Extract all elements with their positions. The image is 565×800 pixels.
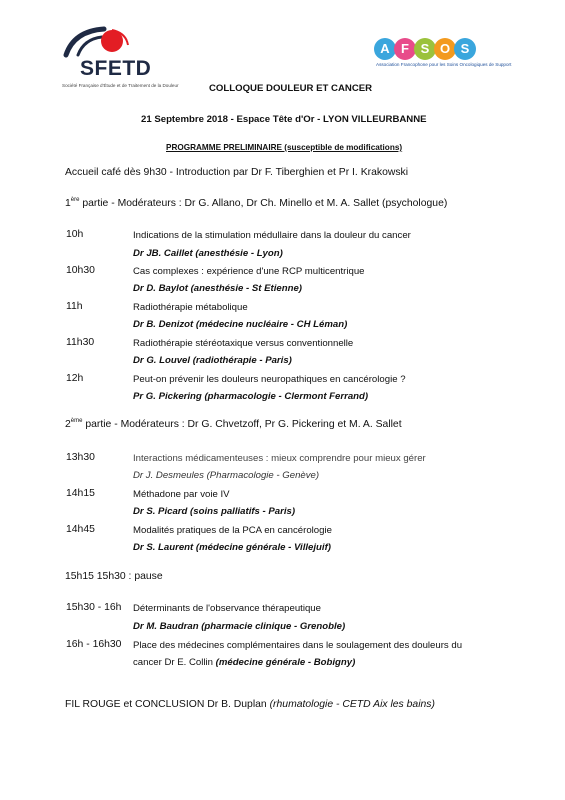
session-title: Radiothérapie métabolique: [133, 302, 248, 313]
date-place: 21 Septembre 2018 - Espace Tête d'Or - LYON VILLEURBANNE: [141, 114, 427, 125]
welcome-line: Accueil café dès 9h30 - Introduction par Dr F. Tiberghien et Pr I. Krakowski: [65, 167, 409, 178]
session-speaker: Dr G. Louvel (radiothérapie - Paris): [133, 355, 292, 366]
session-speaker: Dr D. Baylot (anesthésie - St Etienne): [133, 283, 302, 294]
sfetd-logo: [56, 25, 179, 89]
session-speaker: Pr G. Pickering (pharmacologie - Clermont Ferrand): [133, 391, 369, 402]
afsos-subtitle: Association Francophone pour les Soins Oncologiques de Support: [376, 62, 512, 67]
session-title: Indications de la stimulation médullaire dans la douleur du cancer: [133, 230, 411, 241]
session-time: 12h: [66, 373, 84, 384]
session-time: 16h - 16h30: [66, 639, 122, 650]
sfetd-wordmark: SFETD: [80, 57, 152, 80]
session-title: Cas complexes : expérience d'une RCP multicentrique: [133, 266, 365, 277]
session-time: 10h: [66, 229, 84, 240]
session-title: Méthadone par voie IV: [133, 489, 230, 500]
closing-speaker: FIL ROUGE et CONCLUSION Dr B. Duplan: [65, 699, 270, 710]
afsos-letter: S: [454, 38, 476, 60]
session-time: 11h: [66, 301, 83, 312]
session-title: Radiothérapie stéréotaxique versus conventionnelle: [133, 338, 354, 349]
session-time: 14h15: [66, 488, 95, 499]
afsos-letter: F: [394, 38, 416, 60]
part2-moderators: partie - Modérateurs : Dr G. Chvetzoff, Pr G. Pickering et M. A. Sallet: [82, 419, 402, 430]
closing-affiliation: (rhumatologie - CETD Aix les bains): [269, 699, 435, 710]
session-time: 10h30: [66, 265, 95, 276]
session-speaker: cancer Dr E. Collin: [133, 657, 216, 668]
session-time: 13h30: [66, 452, 95, 463]
session-title: Place des médecines complémentaires dans le soulagement des douleurs du: [133, 640, 463, 651]
programme-subtitle: PROGRAMME PRELIMINAIRE (susceptible de modifications): [166, 143, 403, 152]
session-speaker-affiliation: (médecine générale - Bobigny): [215, 657, 356, 668]
closing-line: [65, 699, 435, 710]
part2-sup: ème: [70, 418, 83, 424]
sfetd-swirl-icon: [56, 25, 156, 59]
pause-line: 15h15 15h30 : pause: [65, 571, 163, 582]
afsos-logo: [374, 38, 512, 72]
afsos-letter: O: [434, 38, 456, 60]
page-title: COLLOQUE DOULEUR ET CANCER: [209, 83, 373, 94]
session-title: Peut-on prévenir les douleurs neuropathiques en cancérologie ?: [133, 374, 406, 385]
session-time: 11h30: [66, 337, 95, 348]
afsos-letter: A: [374, 38, 396, 60]
part2-num: 2: [65, 419, 71, 430]
part1-num: 1: [65, 198, 71, 209]
session-speaker: Dr M. Baudran (pharmacie clinique - Grenoble): [133, 621, 346, 632]
part1-sup: ère: [70, 197, 80, 203]
session-title: Modalités pratiques de la PCA en cancérologie: [133, 525, 332, 536]
session-time: 15h30 - 16h: [66, 602, 122, 613]
part1-moderators: partie - Modérateurs : Dr G. Allano, Dr Ch. Minello et M. A. Sallet (psychologue): [79, 198, 448, 209]
afsos-letter: S: [414, 38, 436, 60]
session-speaker: Dr B. Denizot (médecine nucléaire - CH Léman): [133, 319, 348, 330]
session-speaker: Dr S. Laurent (médecine générale - Villejuif): [133, 542, 331, 553]
session-speaker: Dr S. Picard (soins palliatifs - Paris): [133, 506, 296, 517]
session-time: 14h45: [66, 524, 95, 535]
session-speaker: Dr J. Desmeules (Pharmacologie - Genève): [133, 470, 320, 481]
sfetd-subtitle: Société Française d'Étude et de Traitement de la Douleur: [62, 83, 179, 88]
session-title: Interactions médicamenteuses : mieux comprendre pour mieux gérer: [133, 453, 426, 464]
session-speaker: Dr JB. Caillet (anesthésie - Lyon): [133, 248, 283, 259]
part1-heading: [65, 197, 447, 209]
part2-heading: [65, 418, 402, 430]
session-title: Déterminants de l'observance thérapeutique: [133, 603, 321, 614]
session-title-continued: [133, 657, 355, 668]
